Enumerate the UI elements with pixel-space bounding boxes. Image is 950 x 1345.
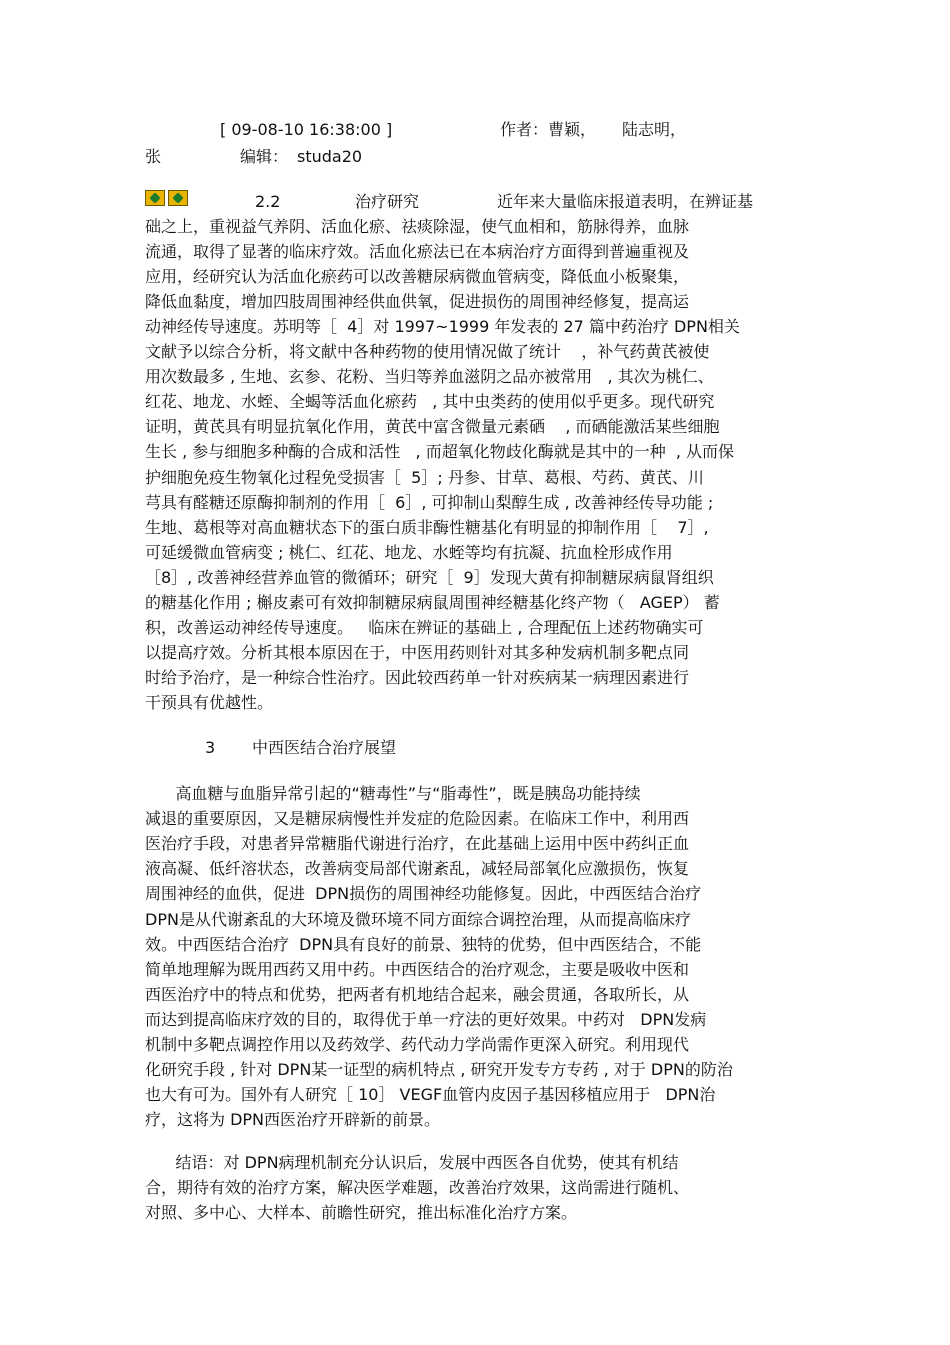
- text-line: 础之上，重视益气养阴、活血化瘀、祛痰除湿，使气血相和，筋脉得养，血脉: [145, 216, 690, 236]
- text-line: 效。中西医结合治疗 DPN具有良好的前景、独特的优势，但中西医结合，不能: [145, 934, 702, 954]
- section-2-2-number: 2.2: [255, 192, 281, 211]
- text-line: 周围神经的血供，促进 DPN损伤的周围神经功能修复。因此，中西医结合治疗: [145, 884, 702, 904]
- text-line: 生地、葛根等对高血糖状态下的蛋白质非酶性糖基化有明显的抑制作用［ 7］,: [145, 517, 709, 537]
- text-line: 简单地理解为既用西药又用中药。中西医结合的治疗观念，主要是吸收中医和: [145, 959, 690, 979]
- text-line: 证明，黄芪具有明显抗氧化作用，黄芪中富含微量元素硒 , 而硒能激活某些细胞: [145, 417, 720, 437]
- text-line: ［8］, 改善神经营养血管的微循环；研究［ 9］发现大黄有抑制糖尿病鼠肾组织: [145, 567, 714, 587]
- text-line: 用次数最多 , 生地、玄参、花粉、当归等养血滋阴之品亦被常用 , 其次为桃仁、: [145, 367, 714, 387]
- text-line: 时给予治疗，是一种综合性治疗。因此较西药单一针对疾病某一病理因素进行: [145, 668, 690, 688]
- text-line: 机制中多靶点调控作用以及药效学、药代动力学尚需作更深入研究。利用现代: [145, 1035, 690, 1054]
- text-line: 结语：对 DPN病理机制充分认识后，发展中西医各自优势，使其有机结: [145, 1153, 679, 1172]
- text-line: 合，期待有效的治疗方案，解决医学难题，改善治疗效果，这尚需进行随机、: [145, 1178, 690, 1198]
- text-line: 也大有可为。国外有人研究［ 10］ VEGF血管内皮因子基因移植应用于 DPN治: [145, 1085, 716, 1105]
- text-line: 护细胞免疫生物氧化过程免受损害［ 5］; 丹参、甘草、葛根、芍药、黄芪、川: [145, 467, 704, 487]
- next-page-icon[interactable]: [145, 190, 165, 206]
- text-line: 芎具有醛糖还原酶抑制剂的作用［ 6］, 可抑制山梨醇生成 , 改善神经传导功能 ;: [145, 492, 714, 512]
- author-3: 张: [145, 147, 162, 166]
- text-line: 医治疗手段，对患者异常糖脂代谢进行治疗，在此基础上运用中医中药纠正血: [145, 834, 690, 854]
- editor-label: 编辑：: [240, 147, 289, 166]
- text-line: 西医治疗中的特点和优势，把两者有机地结合起来，融会贯通，各取所长，从: [145, 984, 690, 1004]
- text-line: 文献予以综合分析，将文献中各种药物的使用情况做了统计 ，补气药黄芪被使: [145, 342, 710, 361]
- text-line: 降低血黏度，增加四肢周围神经供血供氧，促进损伤的周围神经修复，提高运: [145, 291, 690, 311]
- text-line: 对照、多中心、大样本、前瞻性研究，推出标准化治疗方案。: [145, 1203, 578, 1223]
- text-line: 可延缓微血管病变 ; 桃仁、红花、地龙、水蛭等均有抗凝、抗血栓形成作用: [145, 542, 673, 562]
- text-line: 动神经传导速度。苏明等［ 4］对 1997~1999 年发表的 27 篇中药治疗 DPN相关: [145, 316, 740, 336]
- nav-icons: [145, 190, 188, 206]
- text-line: 以提高疗效。分析其根本原因在于，中医用药则针对其多种发病机制多靶点同: [145, 643, 690, 663]
- text-line: 积，改善运动神经传导速度。 临床在辨证的基础上 , 合理配伍上述药物确实可: [145, 618, 704, 638]
- text-line: 流通，取得了显著的临床疗效。活血化瘀法已在本病治疗方面得到普遍重视及: [145, 241, 690, 261]
- text-line: 减退的重要原因，又是糖尿病慢性并发症的危险因素。在临床工作中，利用西: [145, 809, 690, 829]
- section-3-title: 中西医结合治疗展望: [252, 738, 397, 757]
- text-line: 生长 , 参与细胞多种酶的合成和活性 , 而超氧化物歧化酶就是其中的一种 , 从而保: [145, 442, 735, 462]
- text-line: 应用，经研究认为活血化瘀药可以改善糖尿病微血管病变，降低血小板聚集，: [145, 266, 690, 286]
- text-line: 干预具有优越性。: [145, 693, 274, 713]
- text-line: 的糖基化作用 ; 槲皮素可有效抑制糖尿病鼠周围神经糖基化终产物（ AGEP） 蓄: [145, 593, 720, 612]
- section-2-2-first-line: 近年来大量临床报道表明，在辨证基: [497, 192, 754, 211]
- next-page-icon[interactable]: [168, 190, 188, 206]
- section-2-2-title: 治疗研究: [355, 192, 420, 211]
- editor-name: studa20: [297, 147, 363, 166]
- text-line: 化研究手段 , 针对 DPN某一证型的病机特点 , 研究开发专方专药 , 对于 DPN的防治: [145, 1060, 733, 1080]
- text-line: 红花、地龙、水蛭、全蝎等活血化瘀药 , 其中虫类药的使用似乎更多。现代研究: [145, 392, 715, 412]
- text-line: 高血糖与血脂异常引起的“糖毒性”与“脂毒性”，既是胰岛功能持续: [145, 784, 641, 803]
- section-3-number: 3: [205, 738, 216, 757]
- author-2: 陆志明，: [622, 120, 687, 139]
- text-line: 液高凝、低纤溶状态，改善病变局部代谢紊乱，减轻局部氧化应激损伤，恢复: [145, 859, 690, 879]
- text-line: 疗，这将为 DPN西医治疗开辟新的前景。: [145, 1110, 441, 1130]
- text-line: 而达到提高临床疗效的目的，取得优于单一疗法的更好效果。中药对 DPN发病: [145, 1009, 707, 1029]
- timestamp: [ 09-08-10 16:38:00 ]: [220, 120, 393, 139]
- text-line: DPN是从代谢紊乱的大环境及微环境不同方面综合调控治理，从而提高临床疗: [145, 909, 691, 929]
- author-label: 作者：曹颖，: [500, 120, 597, 139]
